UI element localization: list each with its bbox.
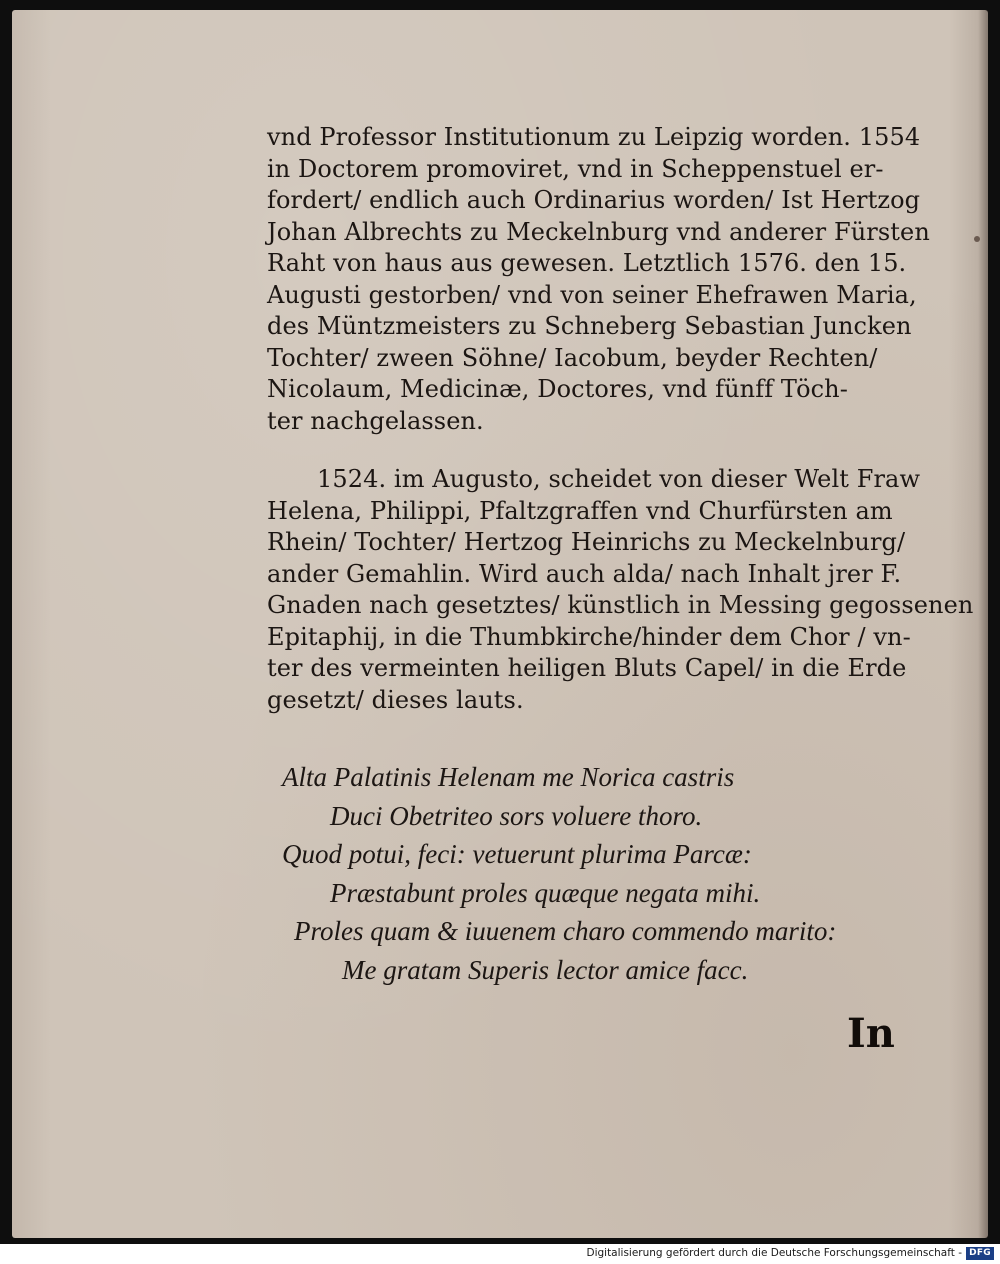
- text-line: des Müntzmeisters zu Schneberg Sebastian Juncken: [267, 312, 912, 340]
- text-line: vnd Professor Institutionum zu Leipzig worden. 1554: [267, 123, 921, 151]
- text-line: Augusti gestorben/ vnd von seiner Ehefrawen Maria,: [267, 280, 917, 309]
- verse-line: Quod potui, feci: vetuerunt plurima Parcæ:: [282, 839, 752, 869]
- text-line: Nicolaum, Medicinæ, Doctores, vnd fünff Töch-: [267, 375, 848, 403]
- text-line: Helena, Philippi, Pfaltzgraffen vnd Churfürsten am: [267, 496, 893, 525]
- verse-line: Me gratam Superis lector amice facc.: [342, 954, 749, 985]
- paragraph-first: [267, 122, 930, 437]
- verse-line: Alta Palatinis Helenam me Norica castris: [282, 762, 735, 792]
- page-edge-shadow: [978, 10, 988, 1238]
- text-line: ander Gemahlin. Wird auch alda/ nach Inhalt jrer F.: [267, 559, 902, 588]
- text-line: 1524. im Augusto, scheidet von dieser Welt Fraw: [317, 465, 921, 493]
- dfg-logo: DFG: [966, 1247, 994, 1260]
- text-line: gesetzt/ dieses lauts.: [267, 685, 524, 714]
- text-line: Gnaden nach gesetztes/ künstlich in Messing gegossenen: [267, 591, 974, 619]
- text-line: Rhein/ Tochter/ Hertzog Heinrichs zu Meckelnburg/: [267, 528, 906, 556]
- catchword: In: [847, 1010, 895, 1057]
- verse-line: Proles quam & iuuenem charo commendo marito:: [294, 916, 837, 946]
- paragraph-second: [267, 464, 974, 716]
- text-line: Raht von haus aus gewesen. Letztlich 1576. den 15.: [267, 249, 907, 277]
- text-line: fordert/ endlich auch Ordinarius worden/ Ist Hertzog: [267, 186, 921, 214]
- verse-line: Duci Obetriteo sors voluere thoro.: [330, 800, 703, 831]
- text-line: in Doctorem promoviret, vnd in Scheppenstuel er-: [267, 154, 884, 183]
- digitization-footer: [0, 1244, 1000, 1264]
- book-page: [12, 10, 988, 1238]
- text-line: Epitaphij, in die Thumbkirche/hinder dem Chor / vn-: [267, 622, 911, 651]
- text-line: Johan Albrechts zu Meckelnburg vnd anderer Fürsten: [267, 217, 930, 246]
- text-line: ter des vermeinten heiligen Bluts Capel/ in die Erde: [267, 654, 907, 682]
- text-line: ter nachgelassen.: [267, 406, 484, 435]
- funding-credit: Digitalisierung gefördert durch die Deutsche Forschungsgemeinschaft -: [586, 1247, 962, 1259]
- text-line: Tochter/ zween Söhne/ Iacobum, beyder Rechten/: [267, 343, 878, 372]
- verse-line: Præstabunt proles quæque negata mihi.: [330, 877, 761, 908]
- latin-epitaph-verse: [282, 758, 902, 989]
- ink-speck: [974, 236, 980, 242]
